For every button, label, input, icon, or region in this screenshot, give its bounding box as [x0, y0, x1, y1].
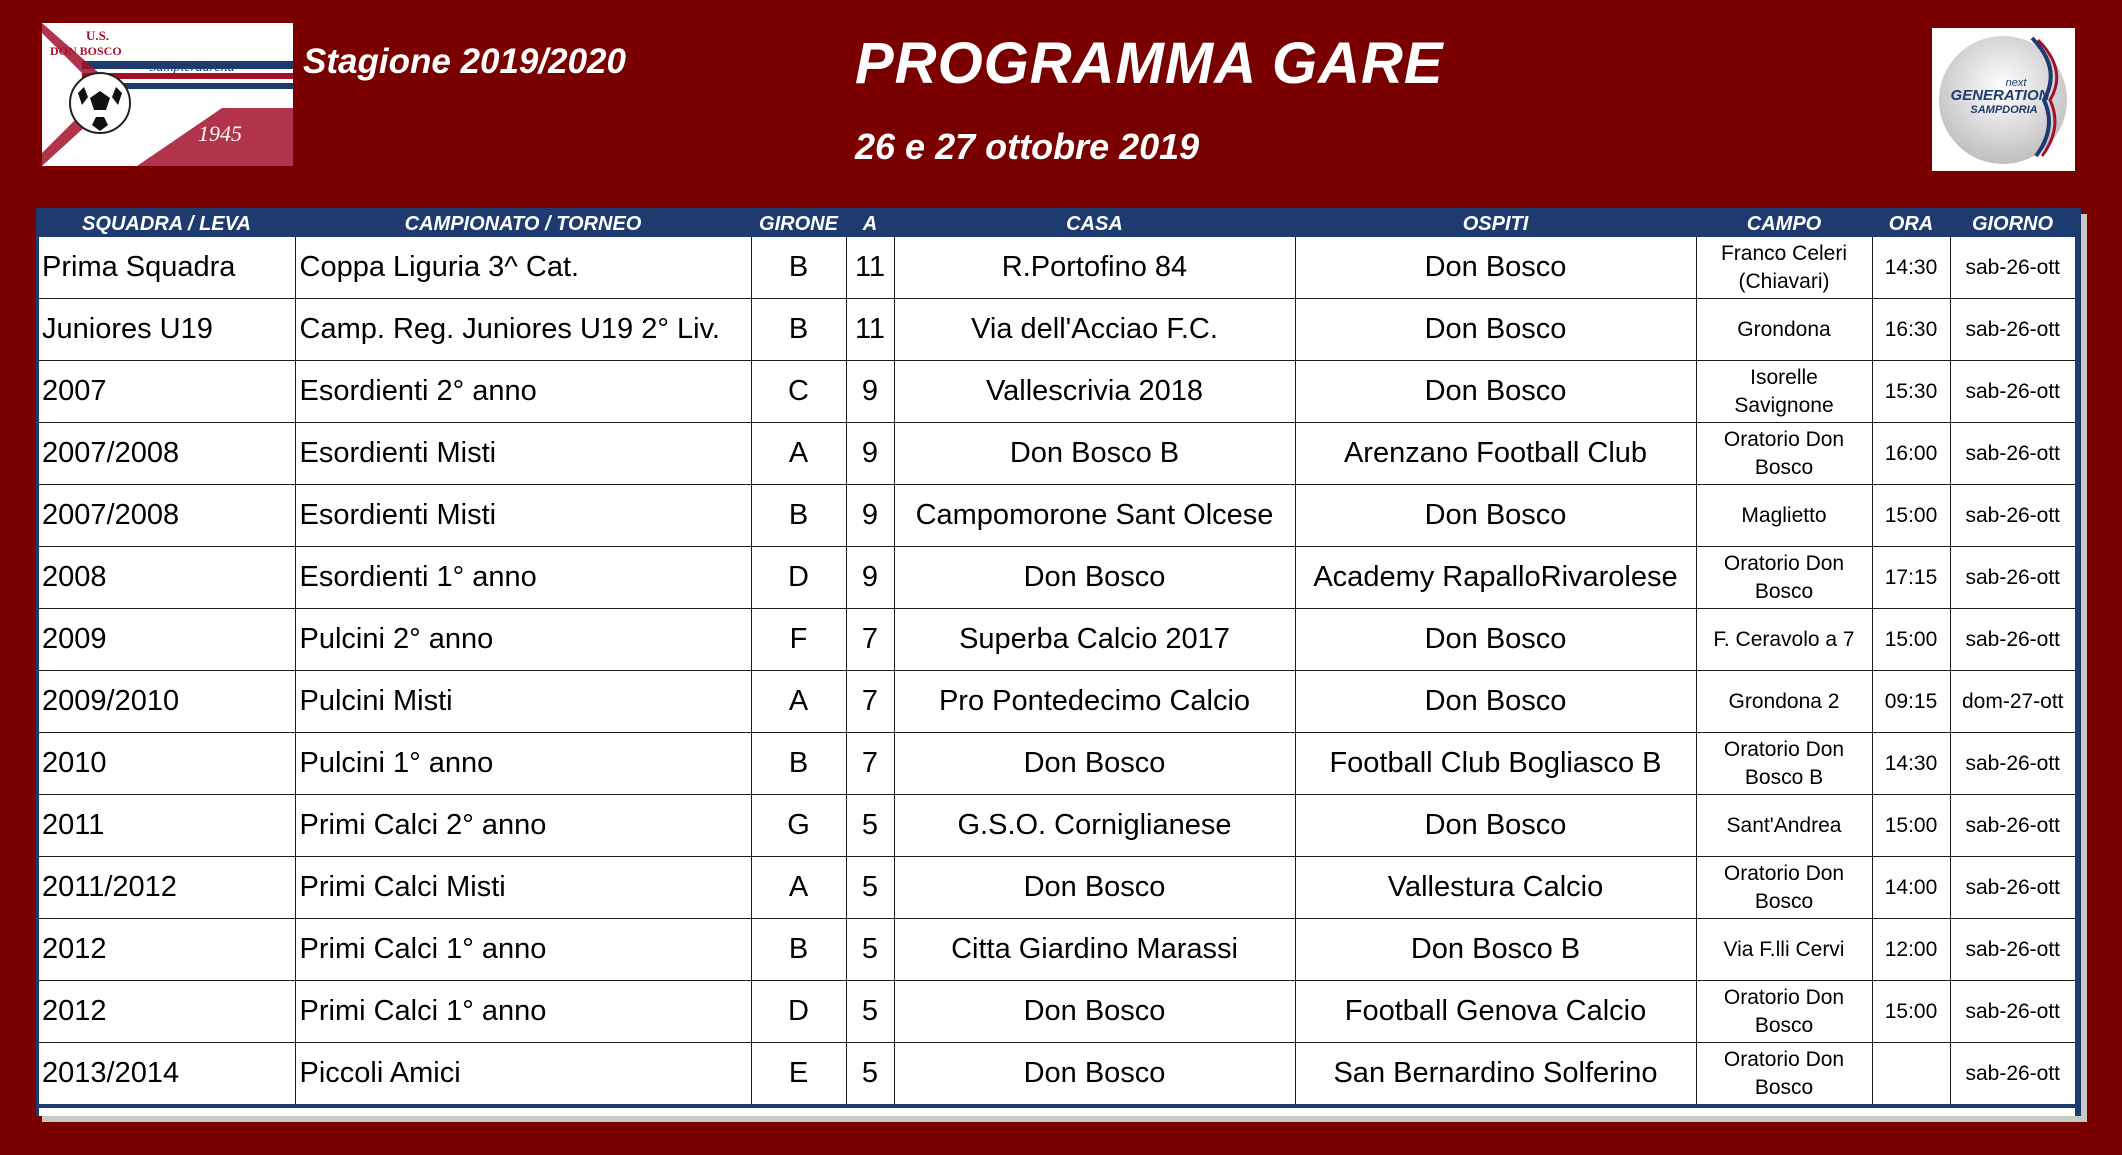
cell-squadra: 2011/2012 [38, 857, 295, 919]
cell-squadra: 2008 [38, 547, 295, 609]
col-header-a: A [846, 210, 894, 238]
table-row [38, 795, 2075, 857]
cell-casa: Don Bosco [894, 547, 1295, 609]
cell-campo: Franco Celeri (Chiavari) [1696, 237, 1872, 299]
cell-campionato: Coppa Liguria 3^ Cat. [295, 237, 751, 299]
cell-ospiti: Don Bosco [1295, 237, 1696, 299]
partner-next-text: next [2005, 77, 2027, 89]
table-row [38, 485, 2075, 547]
table-row [38, 1043, 2075, 1107]
cell-casa: G.S.O. Corniglianese [894, 795, 1295, 857]
col-header-ospiti: OSPITI [1295, 210, 1696, 238]
cell-campionato: Pulcini 2° anno [295, 609, 751, 671]
cell-giorno: dom-27-ott [1950, 671, 2075, 733]
cell-campionato: Esordienti Misti [295, 485, 751, 547]
cell-ora: 15:00 [1872, 485, 1950, 547]
cell-a: 7 [846, 733, 894, 795]
cell-ora: 14:30 [1872, 733, 1950, 795]
table-row [38, 919, 2075, 981]
cell-ospiti: Arenzano Football Club [1295, 423, 1696, 485]
cell-casa: Via dell'Acciao F.C. [894, 299, 1295, 361]
cell-casa: Don Bosco B [894, 423, 1295, 485]
cell-giorno: sab-26-ott [1950, 857, 2075, 919]
cell-squadra: 2012 [38, 981, 295, 1043]
col-header-squadra: SQUADRA / LEVA [38, 210, 295, 238]
cell-casa: Don Bosco [894, 981, 1295, 1043]
cell-campionato: Esordienti Misti [295, 423, 751, 485]
table-row [38, 981, 2075, 1043]
cell-girone: G [751, 795, 846, 857]
cell-campo: Oratorio Don Bosco [1696, 423, 1872, 485]
table-row [38, 857, 2075, 919]
cell-ospiti: Don Bosco [1295, 609, 1696, 671]
cell-a: 5 [846, 857, 894, 919]
cell-a: 5 [846, 981, 894, 1043]
event-dates: 26 e 27 ottobre 2019 [855, 126, 1200, 167]
cell-ospiti: San Bernardino Solferino [1295, 1043, 1696, 1107]
match-schedule-table [38, 208, 2075, 1108]
cell-squadra: 2007/2008 [38, 423, 295, 485]
cell-giorno: sab-26-ott [1950, 423, 2075, 485]
cell-campionato: Esordienti 2° anno [295, 361, 751, 423]
logo-year-text: 1945 [198, 121, 242, 146]
cell-ospiti: Don Bosco B [1295, 919, 1696, 981]
cell-casa: Pro Pontedecimo Calcio [894, 671, 1295, 733]
cell-a: 9 [846, 547, 894, 609]
cell-campionato: Primi Calci 1° anno [295, 919, 751, 981]
cell-campo: Sant'Andrea [1696, 795, 1872, 857]
cell-campo: Maglietto [1696, 485, 1872, 547]
cell-ospiti: Don Bosco [1295, 671, 1696, 733]
cell-giorno: sab-26-ott [1950, 547, 2075, 609]
cell-ora: 16:30 [1872, 299, 1950, 361]
cell-ospiti: Football Club Bogliasco B [1295, 733, 1696, 795]
logo-donbosco-text: DON BOSCO [50, 44, 122, 58]
cell-squadra: 2010 [38, 733, 295, 795]
cell-giorno: sab-26-ott [1950, 609, 2075, 671]
col-header-casa: CASA [894, 210, 1295, 238]
cell-squadra: 2012 [38, 919, 295, 981]
cell-casa: Campomorone Sant Olcese [894, 485, 1295, 547]
logo-script-text: Sampierdarena [149, 60, 235, 75]
cell-casa: Superba Calcio 2017 [894, 609, 1295, 671]
cell-casa: Vallescrivia 2018 [894, 361, 1295, 423]
cell-a: 11 [846, 299, 894, 361]
cell-giorno: sab-26-ott [1950, 485, 2075, 547]
cell-squadra: 2009 [38, 609, 295, 671]
cell-ora: 15:00 [1872, 609, 1950, 671]
cell-campo: Oratorio Don Bosco [1696, 857, 1872, 919]
cell-ospiti: Don Bosco [1295, 795, 1696, 857]
cell-a: 5 [846, 1043, 894, 1107]
cell-campo: Oratorio Don Bosco [1696, 981, 1872, 1043]
table-row [38, 361, 2075, 423]
cell-ora: 14:30 [1872, 237, 1950, 299]
cell-giorno: sab-26-ott [1950, 919, 2075, 981]
cell-giorno: sab-26-ott [1950, 981, 2075, 1043]
cell-campo: Grondona 2 [1696, 671, 1872, 733]
club-logo [42, 23, 293, 166]
partner-logo [1932, 28, 2075, 171]
cell-squadra: 2007 [38, 361, 295, 423]
cell-campionato: Piccoli Amici [295, 1043, 751, 1107]
cell-casa: Don Bosco [894, 857, 1295, 919]
cell-ora: 15:00 [1872, 981, 1950, 1043]
cell-giorno: sab-26-ott [1950, 733, 2075, 795]
col-header-campo: CAMPO [1696, 210, 1872, 238]
col-header-giorno: GIORNO [1950, 210, 2075, 238]
cell-casa: Don Bosco [894, 733, 1295, 795]
cell-casa: R.Portofino 84 [894, 237, 1295, 299]
cell-a: 5 [846, 919, 894, 981]
cell-squadra: 2009/2010 [38, 671, 295, 733]
cell-ospiti: Don Bosco [1295, 299, 1696, 361]
cell-girone: D [751, 547, 846, 609]
cell-ora: 14:00 [1872, 857, 1950, 919]
table-row [38, 671, 2075, 733]
table-row [38, 609, 2075, 671]
cell-girone: C [751, 361, 846, 423]
table-row [38, 733, 2075, 795]
cell-girone: B [751, 733, 846, 795]
cell-campo: F. Ceravolo a 7 [1696, 609, 1872, 671]
cell-campionato: Primi Calci 1° anno [295, 981, 751, 1043]
match-table-container [36, 208, 2081, 1116]
partner-generation-text: GENERATION [1950, 87, 2050, 104]
cell-squadra: Prima Squadra [38, 237, 295, 299]
cell-campionato: Pulcini Misti [295, 671, 751, 733]
cell-campo: Isorelle Savignone [1696, 361, 1872, 423]
cell-ospiti: Don Bosco [1295, 485, 1696, 547]
table-header-row [38, 210, 2075, 238]
cell-a: 11 [846, 237, 894, 299]
cell-squadra: 2013/2014 [38, 1043, 295, 1107]
cell-giorno: sab-26-ott [1950, 1043, 2075, 1107]
cell-a: 5 [846, 795, 894, 857]
col-header-ora: ORA [1872, 210, 1950, 238]
cell-ora: 17:15 [1872, 547, 1950, 609]
cell-girone: B [751, 299, 846, 361]
cell-girone: E [751, 1043, 846, 1107]
cell-ora: 16:00 [1872, 423, 1950, 485]
season-label: Stagione 2019/2020 [303, 42, 626, 81]
cell-campionato: Primi Calci 2° anno [295, 795, 751, 857]
page-title: PROGRAMMA GARE [855, 31, 1444, 96]
cell-campionato: Primi Calci Misti [295, 857, 751, 919]
cell-giorno: sab-26-ott [1950, 361, 2075, 423]
cell-a: 9 [846, 485, 894, 547]
cell-giorno: sab-26-ott [1950, 237, 2075, 299]
cell-squadra: Juniores U19 [38, 299, 295, 361]
cell-a: 7 [846, 671, 894, 733]
table-row [38, 423, 2075, 485]
cell-campo: Via F.lli Cervi [1696, 919, 1872, 981]
cell-girone: A [751, 857, 846, 919]
col-header-girone: GIRONE [751, 210, 846, 238]
cell-casa: Citta Giardino Marassi [894, 919, 1295, 981]
cell-ora: 12:00 [1872, 919, 1950, 981]
logo-us-text: U.S. [86, 28, 110, 43]
cell-ospiti: Don Bosco [1295, 361, 1696, 423]
cell-campo: Oratorio Don Bosco B [1696, 733, 1872, 795]
cell-a: 9 [846, 423, 894, 485]
cell-campionato: Esordienti 1° anno [295, 547, 751, 609]
cell-a: 9 [846, 361, 894, 423]
cell-girone: D [751, 981, 846, 1043]
cell-girone: A [751, 423, 846, 485]
cell-ora: 15:00 [1872, 795, 1950, 857]
cell-campionato: Camp. Reg. Juniores U19 2° Liv. [295, 299, 751, 361]
cell-campionato: Pulcini 1° anno [295, 733, 751, 795]
table-row [38, 547, 2075, 609]
cell-girone: B [751, 919, 846, 981]
cell-girone: F [751, 609, 846, 671]
cell-a: 7 [846, 609, 894, 671]
cell-campo: Grondona [1696, 299, 1872, 361]
cell-ospiti: Football Genova Calcio [1295, 981, 1696, 1043]
cell-girone: B [751, 237, 846, 299]
col-header-campionato: CAMPIONATO / TORNEO [295, 210, 751, 238]
cell-casa: Don Bosco [894, 1043, 1295, 1107]
cell-girone: B [751, 485, 846, 547]
cell-giorno: sab-26-ott [1950, 795, 2075, 857]
partner-sampdoria-text: SAMPDORIA [1970, 104, 2038, 116]
cell-squadra: 2007/2008 [38, 485, 295, 547]
cell-ora: 15:30 [1872, 361, 1950, 423]
cell-campo: Oratorio Don Bosco [1696, 1043, 1872, 1107]
cell-squadra: 2011 [38, 795, 295, 857]
cell-ora [1872, 1043, 1950, 1107]
cell-ospiti: Vallestura Calcio [1295, 857, 1696, 919]
table-row [38, 299, 2075, 361]
table-row [38, 237, 2075, 299]
cell-ora: 09:15 [1872, 671, 1950, 733]
cell-ospiti: Academy RapalloRivarolese [1295, 547, 1696, 609]
cell-girone: A [751, 671, 846, 733]
cell-giorno: sab-26-ott [1950, 299, 2075, 361]
cell-campo: Oratorio Don Bosco [1696, 547, 1872, 609]
